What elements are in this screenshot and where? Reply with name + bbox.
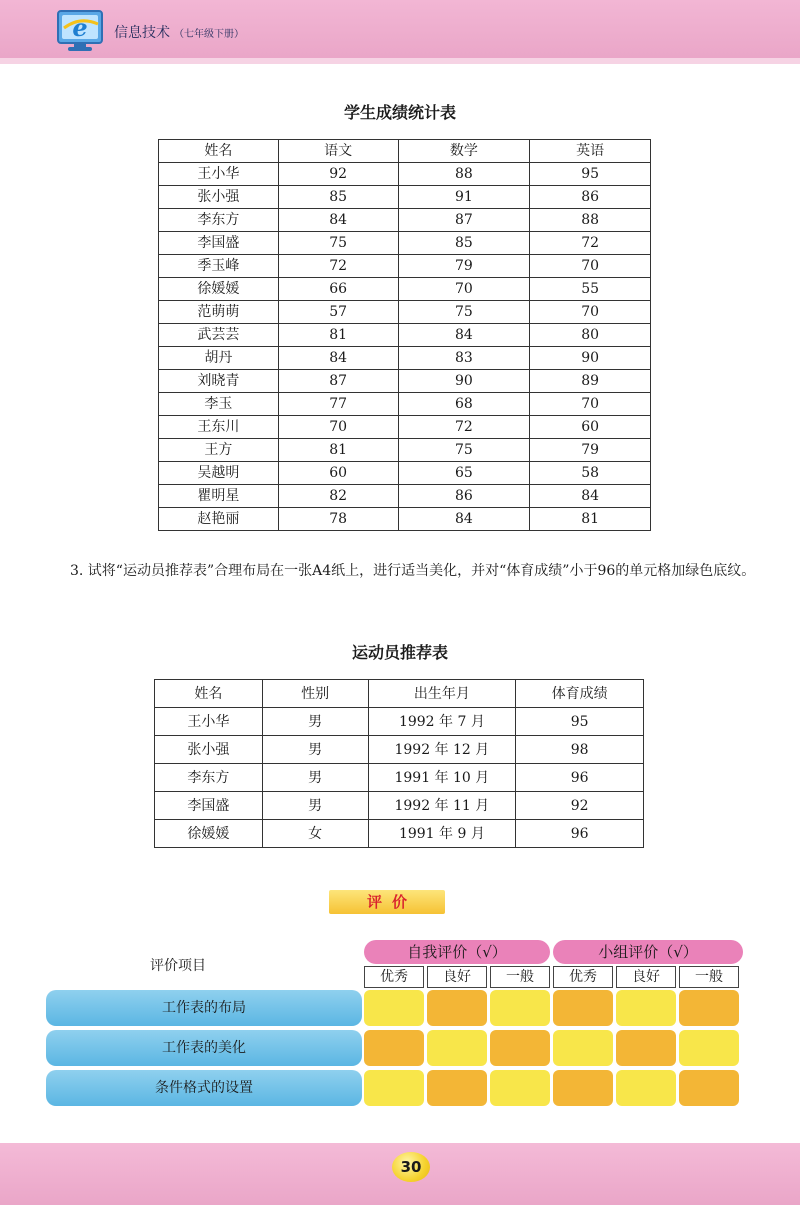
- column-header: 数学: [398, 140, 530, 163]
- table-cell: 瞿明星: [159, 485, 279, 508]
- table-cell: 81: [530, 508, 651, 531]
- table-cell: 70: [278, 416, 398, 439]
- table-row: [159, 209, 651, 232]
- rating-checkbox-cell[interactable]: [427, 1030, 487, 1066]
- scores-table-title: 学生成绩统计表: [343, 103, 456, 122]
- table-cell: 66: [278, 278, 398, 301]
- table-cell: 80: [530, 324, 651, 347]
- table-cell: 90: [398, 370, 530, 393]
- table-cell: 季玉峰: [159, 255, 279, 278]
- table-cell: 70: [530, 301, 651, 324]
- rating-level-header: 一般: [679, 966, 739, 988]
- rating-checkbox-cell[interactable]: [616, 1030, 676, 1066]
- table-cell: 72: [278, 255, 398, 278]
- svg-text:e: e: [72, 13, 88, 42]
- table-row: [155, 736, 644, 764]
- table-cell: 84: [530, 485, 651, 508]
- table-cell: 77: [278, 393, 398, 416]
- table-cell: 1992 年 12 月: [368, 736, 516, 764]
- table-cell: 86: [530, 186, 651, 209]
- table-row: [159, 347, 651, 370]
- table-cell: 徐媛媛: [155, 820, 263, 848]
- table-cell: 60: [278, 462, 398, 485]
- table-cell: 70: [530, 393, 651, 416]
- table-cell: 84: [398, 508, 530, 531]
- table-cell: 72: [530, 232, 651, 255]
- table-row: [155, 764, 644, 792]
- table-row: [159, 416, 651, 439]
- table-cell: 王方: [159, 439, 279, 462]
- ie-logo-icon: [54, 8, 106, 54]
- table-cell: 范萌萌: [159, 301, 279, 324]
- evaluation-item: 条件格式的设置: [46, 1070, 362, 1106]
- table-cell: 78: [278, 508, 398, 531]
- rating-checkbox-cell[interactable]: [490, 1070, 550, 1106]
- table-row: [159, 439, 651, 462]
- table-cell: 96: [516, 820, 644, 848]
- column-header: 体育成绩: [516, 680, 644, 708]
- table-cell: 55: [530, 278, 651, 301]
- table-cell: 吴越明: [159, 462, 279, 485]
- table-cell: 90: [530, 347, 651, 370]
- table-cell: 95: [530, 163, 651, 186]
- group-eval-header: 小组评价（√）: [553, 940, 743, 964]
- table-row: [155, 708, 644, 736]
- table-cell: 刘晓青: [159, 370, 279, 393]
- rating-checkbox-cell[interactable]: [679, 990, 739, 1026]
- rating-level-header: 优秀: [364, 966, 424, 988]
- table-cell: 1991 年 10 月: [368, 764, 516, 792]
- table-row: [159, 508, 651, 531]
- column-header: 英语: [530, 140, 651, 163]
- table-cell: 72: [398, 416, 530, 439]
- table-cell: 95: [516, 708, 644, 736]
- table-cell: 李国盛: [155, 792, 263, 820]
- table-cell: 70: [398, 278, 530, 301]
- rating-level-header: 良好: [427, 966, 487, 988]
- table-cell: 85: [398, 232, 530, 255]
- rating-checkbox-cell[interactable]: [364, 1070, 424, 1106]
- table-cell: 武芸芸: [159, 324, 279, 347]
- rating-level-header: 良好: [616, 966, 676, 988]
- table-row: [155, 792, 644, 820]
- table-row: [159, 163, 651, 186]
- evaluation-item-header: 评价项目: [150, 958, 206, 974]
- table-row: [155, 820, 644, 848]
- athletes-table-title: 运动员推荐表: [351, 643, 448, 662]
- table-cell: 1991 年 9 月: [368, 820, 516, 848]
- table-cell: 89: [530, 370, 651, 393]
- rating-checkbox-cell[interactable]: [427, 1070, 487, 1106]
- book-title-grade: （七年级下册）: [174, 29, 244, 40]
- table-cell: 李玉: [159, 393, 279, 416]
- table-cell: 57: [278, 301, 398, 324]
- rating-checkbox-cell[interactable]: [553, 1070, 613, 1106]
- rating-checkbox-cell[interactable]: [679, 1070, 739, 1106]
- rating-checkbox-cell[interactable]: [364, 1030, 424, 1066]
- table-cell: 李东方: [159, 209, 279, 232]
- rating-checkbox-cell[interactable]: [364, 990, 424, 1026]
- column-header: 姓名: [155, 680, 263, 708]
- table-cell: 84: [278, 209, 398, 232]
- table-cell: 83: [398, 347, 530, 370]
- table-cell: 李国盛: [159, 232, 279, 255]
- table-cell: 女: [262, 820, 368, 848]
- table-cell: 87: [278, 370, 398, 393]
- book-title-main: 信息技术: [114, 25, 170, 41]
- table-cell: 81: [278, 439, 398, 462]
- table-cell: 92: [516, 792, 644, 820]
- column-header: 语文: [278, 140, 398, 163]
- table-header-row: [159, 140, 651, 163]
- rating-checkbox-cell[interactable]: [553, 1030, 613, 1066]
- table-row: [159, 370, 651, 393]
- evaluation-item: 工作表的美化: [46, 1030, 362, 1066]
- page-number: 30: [392, 1152, 430, 1182]
- table-cell: 王东川: [159, 416, 279, 439]
- rating-checkbox-cell[interactable]: [427, 990, 487, 1026]
- table-row: [159, 393, 651, 416]
- table-cell: 88: [398, 163, 530, 186]
- table-cell: 李东方: [155, 764, 263, 792]
- column-header: 姓名: [159, 140, 279, 163]
- table-cell: 75: [278, 232, 398, 255]
- column-header: 出生年月: [368, 680, 516, 708]
- book-title: [114, 22, 244, 42]
- table-cell: 男: [262, 764, 368, 792]
- column-header: 性别: [262, 680, 368, 708]
- table-cell: 79: [398, 255, 530, 278]
- table-cell: 75: [398, 439, 530, 462]
- table-cell: 1992 年 11 月: [368, 792, 516, 820]
- rating-checkbox-cell[interactable]: [490, 1030, 550, 1066]
- table-cell: 张小强: [159, 186, 279, 209]
- table-header-row: [155, 680, 644, 708]
- table-cell: 徐媛媛: [159, 278, 279, 301]
- table-row: [159, 232, 651, 255]
- table-cell: 84: [398, 324, 530, 347]
- table-cell: 58: [530, 462, 651, 485]
- table-cell: 王小华: [159, 163, 279, 186]
- table-cell: 81: [278, 324, 398, 347]
- scores-table: [158, 139, 651, 531]
- table-cell: 75: [398, 301, 530, 324]
- rating-level-header: 优秀: [553, 966, 613, 988]
- table-cell: 91: [398, 186, 530, 209]
- table-cell: 胡丹: [159, 347, 279, 370]
- rating-checkbox-cell[interactable]: [616, 1070, 676, 1106]
- table-cell: 88: [530, 209, 651, 232]
- table-row: [159, 278, 651, 301]
- table-cell: 82: [278, 485, 398, 508]
- evaluation-banner: 评价: [329, 890, 445, 914]
- table-row: [159, 301, 651, 324]
- table-cell: 65: [398, 462, 530, 485]
- self-eval-header: 自我评价（√）: [364, 940, 550, 964]
- rating-checkbox-cell[interactable]: [679, 1030, 739, 1066]
- table-row: [159, 485, 651, 508]
- table-cell: 张小强: [155, 736, 263, 764]
- rating-level-header: 一般: [490, 966, 550, 988]
- header-divider: [0, 58, 800, 64]
- rating-checkbox-cell[interactable]: [490, 990, 550, 1026]
- table-cell: 赵艳丽: [159, 508, 279, 531]
- table-cell: 96: [516, 764, 644, 792]
- table-cell: 70: [530, 255, 651, 278]
- rating-checkbox-cell[interactable]: [616, 990, 676, 1026]
- table-row: [159, 186, 651, 209]
- exercise-instruction: 3. 试将“运动员推荐表”合理布局在一张A4纸上，进行适当美化，并对“体育成绩”小于96的单元格加绿色底纹。: [70, 563, 756, 579]
- rating-checkbox-cell[interactable]: [553, 990, 613, 1026]
- evaluation-item: 工作表的布局: [46, 990, 362, 1026]
- table-row: [159, 324, 651, 347]
- table-cell: 男: [262, 792, 368, 820]
- table-row: [159, 255, 651, 278]
- table-cell: 王小华: [155, 708, 263, 736]
- table-cell: 68: [398, 393, 530, 416]
- table-cell: 86: [398, 485, 530, 508]
- table-cell: 84: [278, 347, 398, 370]
- table-cell: 男: [262, 708, 368, 736]
- table-cell: 98: [516, 736, 644, 764]
- table-cell: 85: [278, 186, 398, 209]
- athletes-table: [154, 679, 644, 848]
- table-cell: 87: [398, 209, 530, 232]
- table-cell: 79: [530, 439, 651, 462]
- table-cell: 1992 年 7 月: [368, 708, 516, 736]
- table-cell: 男: [262, 736, 368, 764]
- table-cell: 60: [530, 416, 651, 439]
- table-row: [159, 462, 651, 485]
- table-cell: 92: [278, 163, 398, 186]
